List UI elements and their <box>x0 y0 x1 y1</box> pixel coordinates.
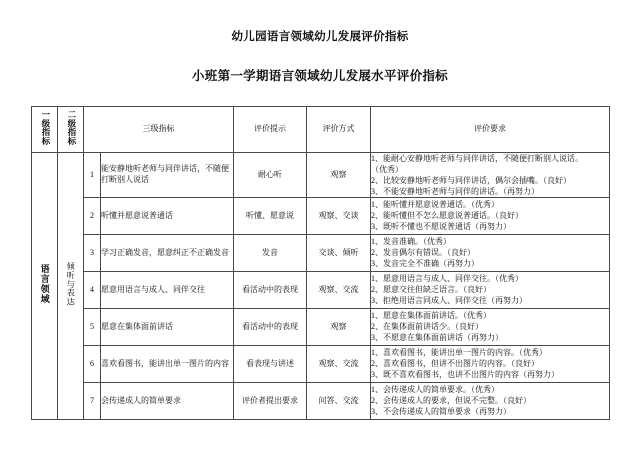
row-number: 4 <box>84 271 101 308</box>
level3-indicator: 会传递成人的简单要求 <box>101 382 234 419</box>
evaluation-hint: 看活动中的表现 <box>234 271 307 308</box>
requirement-line: （优秀） <box>371 164 403 174</box>
evaluation-method: 观察 <box>307 152 371 197</box>
table-row <box>32 382 610 419</box>
evaluation-method: 问答、交流 <box>307 382 371 419</box>
requirement-line: 3、不能安静地听老师与同伴的讲话。（再努力） <box>371 186 539 196</box>
evaluation-requirement <box>371 152 610 197</box>
requirement-line: 3、既听不懂也不愿说普通话（再努力） <box>371 222 511 232</box>
evaluation-method: 观察、交流 <box>307 345 371 382</box>
table-row <box>32 152 610 197</box>
evaluation-method: 观察、交流 <box>307 271 371 308</box>
requirement-line: 2、喜欢看图书，但讲不出图片的内容。（良好） <box>371 359 539 369</box>
table-row <box>32 197 610 234</box>
evaluation-requirement <box>371 308 610 345</box>
evaluation-requirement <box>371 234 610 271</box>
table-header-row <box>32 106 610 152</box>
evaluation-hint: 听懂、愿意说 <box>234 197 307 234</box>
table-row <box>32 271 610 308</box>
column-header-level3: 三级指标 <box>84 106 234 152</box>
evaluation-table <box>31 106 610 420</box>
requirement-line: 1、能听懂并愿意说普通话。（优秀） <box>371 200 499 210</box>
column-header-requirement: 评价要求 <box>371 106 610 152</box>
requirement-line: 3、拒绝用语言同成人、同伴交往（再努力） <box>371 296 527 306</box>
level3-indicator: 听懂并愿意说普通话 <box>101 197 234 234</box>
table-row <box>32 234 610 271</box>
requirement-line: 3、不会传递成人的简单要求（再努力） <box>371 407 511 417</box>
row-number: 6 <box>84 345 101 382</box>
table-body <box>32 152 610 419</box>
evaluation-hint: 耐心听 <box>234 152 307 197</box>
evaluation-method: 交谈、倾听 <box>307 234 371 271</box>
column-header-method: 评价方式 <box>307 106 371 152</box>
row-number: 3 <box>84 234 101 271</box>
column-header-hint: 评价提示 <box>234 106 307 152</box>
requirement-line: 2、比较安静地听老师与同伴讲话，偶尔会插嘴。（良好） <box>371 175 571 185</box>
requirement-line: 1、发音准确。（优秀） <box>371 237 451 247</box>
requirement-line: 3、既不喜欢看图书，也讲不出图片的内容（再努力） <box>371 370 559 380</box>
evaluation-hint: 看活动中的表现 <box>234 308 307 345</box>
requirement-line: 2、能听懂但不怎么愿意说普通话。（良好） <box>371 211 523 221</box>
requirement-line: 1、能耐心安静地听老师与同伴讲话，不随便打断别人说话。 <box>371 153 583 163</box>
column-header-level2: 二级指标 <box>58 106 84 152</box>
requirement-line: 2、愿意交往但缺乏语言。（良好） <box>371 285 491 295</box>
row-number: 7 <box>84 382 101 419</box>
evaluation-table-container <box>31 106 609 420</box>
page-subtitle: 小班第一学期语言领域幼儿发展水平评价指标 <box>191 68 448 83</box>
level3-indicator: 愿意在集体面前讲话 <box>101 308 234 345</box>
evaluation-method: 观察、交谈 <box>307 197 371 234</box>
evaluation-hint: 评价者提出要求 <box>234 382 307 419</box>
requirement-line: 1、愿意在集体面前讲话。（优秀） <box>371 311 491 321</box>
row-number: 5 <box>84 308 101 345</box>
page-title: 幼儿园语言领域幼儿发展评价指标 <box>231 31 409 43</box>
table-row <box>32 308 610 345</box>
requirement-line: 1、喜欢看图书，能讲出单一图片的内容。（优秀） <box>371 348 547 358</box>
requirement-line: 3、不愿意在集体面前讲话（再努力） <box>371 333 503 343</box>
level3-indicator: 能安静地听老师与同伴讲话，不随便打断别人说话 <box>101 152 234 197</box>
row-number: 1 <box>84 152 101 197</box>
level3-indicator: 喜欢看图书，能讲出单一图片的内容 <box>101 345 234 382</box>
evaluation-requirement <box>371 382 610 419</box>
column-header-level1: 一级指标 <box>32 106 58 152</box>
table-header <box>32 106 610 152</box>
requirement-line: 3、发音完全不准确（再努力） <box>371 259 479 269</box>
requirement-line: 2、发音偶尔有错误。（良好） <box>371 248 475 258</box>
level1-indicator-cell <box>32 152 58 419</box>
table-row <box>32 345 610 382</box>
evaluation-method: 观察 <box>307 308 371 345</box>
level2-indicator-label: 倾听与表达 <box>66 262 76 307</box>
document-page <box>0 31 640 470</box>
requirement-line: 2、在集体面前讲话少。（良好） <box>371 322 483 332</box>
level3-indicator: 学习正确发音，愿意纠正不正确发音 <box>101 234 234 271</box>
level1-indicator-label: 语言领域 <box>39 264 50 305</box>
evaluation-hint: 看表现与讲述 <box>234 345 307 382</box>
requirement-line: 1、愿意用语言与成人、同伴交往。（优秀） <box>371 274 523 284</box>
level2-indicator-cell <box>58 152 84 419</box>
evaluation-hint: 发音 <box>234 234 307 271</box>
requirement-line: 1、会传递成人的简单要求。（优秀） <box>371 385 499 395</box>
row-number: 2 <box>84 197 101 234</box>
evaluation-requirement <box>371 197 610 234</box>
requirement-line: 2、会传递成人的要求，但说不完整。（良好） <box>371 396 531 406</box>
evaluation-requirement <box>371 271 610 308</box>
evaluation-requirement <box>371 345 610 382</box>
level3-indicator: 愿意用语言与成人、同伴交往 <box>101 271 234 308</box>
